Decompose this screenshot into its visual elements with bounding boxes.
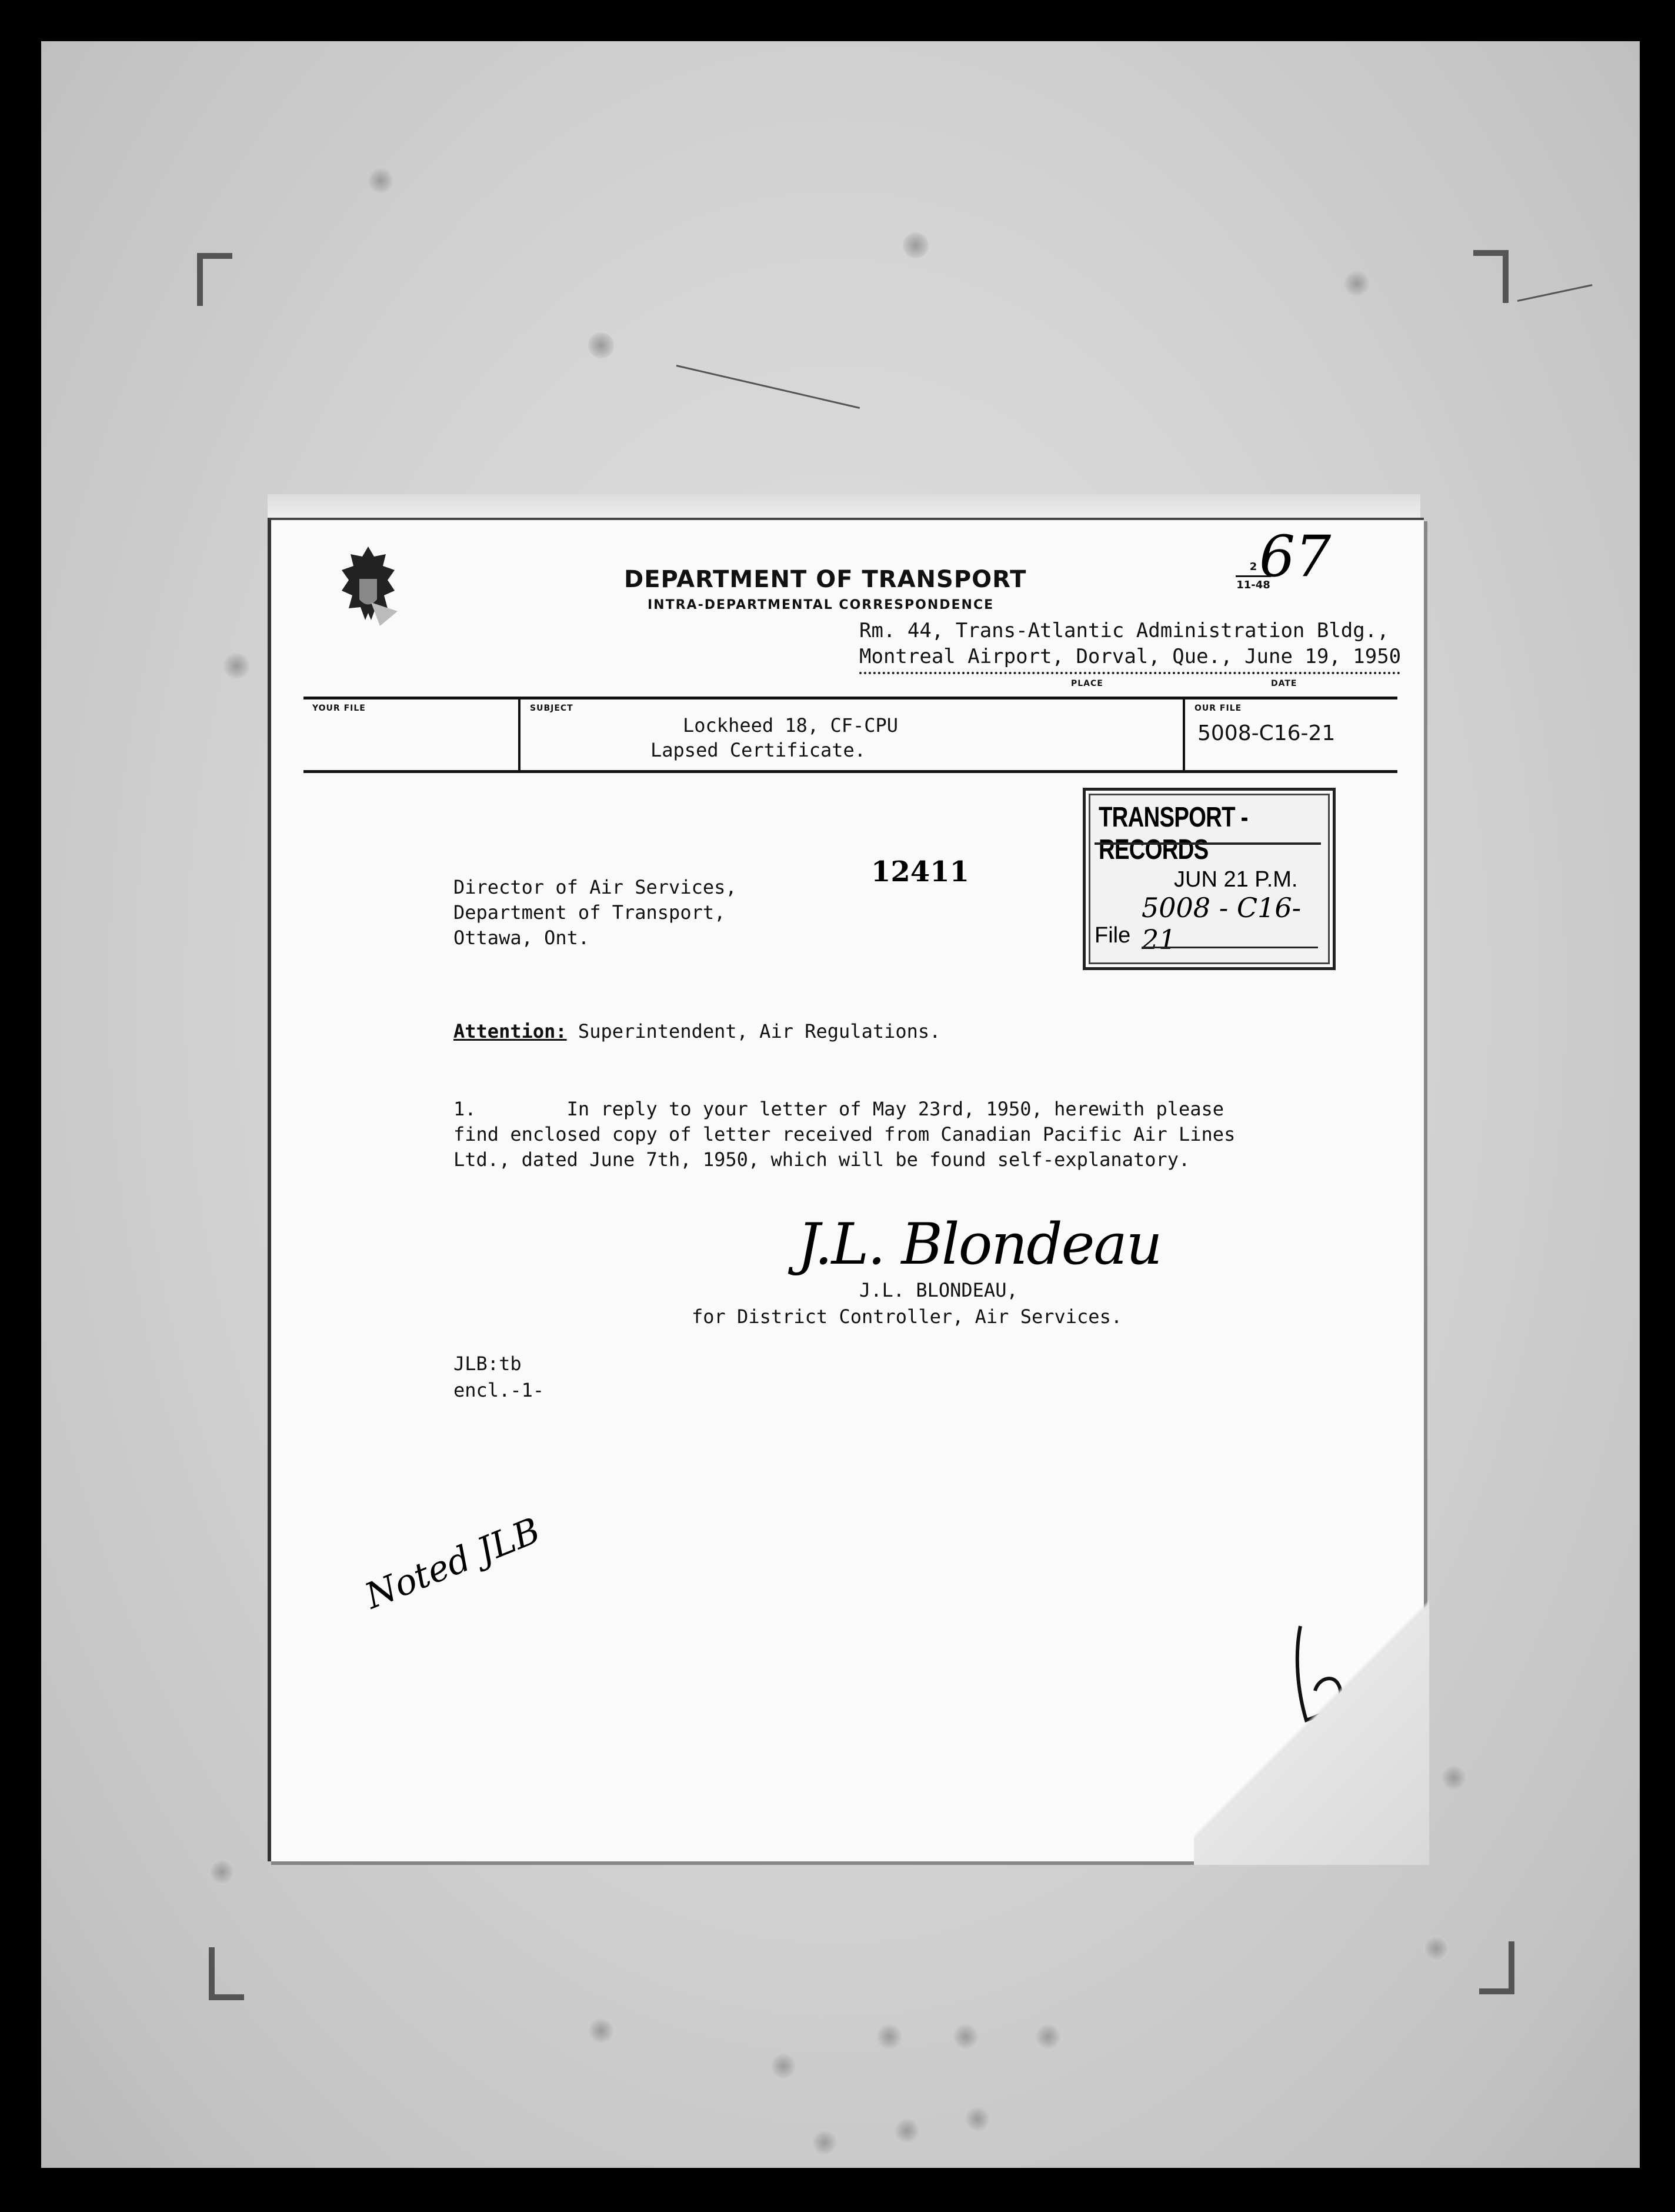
scan-spot <box>223 653 249 679</box>
scan-spot <box>812 2130 838 2156</box>
form-number <box>1236 560 1271 592</box>
noted-annotation: Noted JLB <box>359 1510 546 1617</box>
crop-mark-bottom-right <box>1479 1941 1514 1994</box>
enclosure-note: encl.-1- <box>453 1379 545 1401</box>
crop-mark-top-left <box>197 253 232 306</box>
scan-spot <box>588 332 614 358</box>
signatory-name: J.L. BLONDEAU, <box>859 1279 1018 1301</box>
form-number-bottom: 11-48 <box>1236 579 1270 591</box>
coat-of-arms-icon <box>336 544 401 632</box>
typist-initials: JLB:tb <box>453 1352 522 1375</box>
scan-spot <box>965 2106 990 2132</box>
scan-spot <box>1035 2024 1061 2050</box>
attention-line <box>453 1020 940 1042</box>
our-file-value: 5008-C16-21 <box>1197 721 1336 745</box>
stamp-title: TRANSPORT - RECORDS <box>1099 802 1248 865</box>
scan-spot <box>1441 1765 1467 1791</box>
crop-mark-top-right <box>1473 250 1509 303</box>
stamp-file-handwritten: 5008 - C16-21 <box>1142 892 1302 955</box>
subject-line-1: Lockheed 18, CF-CPU <box>683 714 899 737</box>
recipient-line: Director of Air Services, <box>453 876 737 898</box>
stamp-date: JUN 21 P.M. <box>1174 867 1298 892</box>
stamp-file-label: File <box>1095 923 1131 948</box>
body-line: Ltd., dated June 7th, 1950, which will be found self-explanatory. <box>453 1148 1190 1171</box>
place-line-1: Rm. 44, Trans-Atlantic Administration Bldg., <box>859 619 1389 642</box>
place-date-rule <box>859 672 1400 674</box>
scan-spot <box>770 2053 796 2079</box>
signatory-title: for District Controller, Air Services. <box>692 1305 1123 1328</box>
stamp-rule <box>1095 842 1321 845</box>
recipient-line: Ottawa, Ont. <box>453 927 590 949</box>
stamp-file-line <box>1142 947 1318 948</box>
scan-spot <box>876 2024 902 2050</box>
scan-spot <box>209 1859 235 1885</box>
folio-number: 67 <box>1259 524 1332 589</box>
date-label: DATE <box>1271 679 1297 688</box>
scan-scratch <box>1517 284 1593 302</box>
scan-spot <box>1423 1936 1449 1961</box>
attention-label: Attention: <box>453 1020 567 1042</box>
department-title: DEPARTMENT OF TRANSPORT <box>624 566 1027 593</box>
header-divider <box>1183 697 1185 770</box>
scan-spot <box>903 232 929 258</box>
scan-spot <box>368 168 393 194</box>
reference-number: 12411 <box>871 855 969 888</box>
scan-spot <box>1344 271 1370 297</box>
header-divider <box>518 697 520 770</box>
sheet-curled-corner <box>1194 1588 1429 1865</box>
crop-mark-bottom-left <box>209 1947 244 2000</box>
form-number-top: 2 <box>1249 561 1257 573</box>
subject-line-2: Lapsed Certificate. <box>650 739 866 761</box>
scan-spot <box>953 2024 979 2050</box>
place-line-2: Montreal Airport, Dorval, Que., June 19, 1950 <box>859 645 1402 668</box>
records-stamp <box>1083 788 1336 970</box>
scan-spot <box>894 2118 920 2144</box>
correspondence-type: INTRA-DEPARTMENTAL CORRESPONDENCE <box>648 598 995 612</box>
our-file-label: OUR FILE <box>1194 704 1242 713</box>
scan-spot <box>588 2018 614 2044</box>
place-label: PLACE <box>1071 679 1103 688</box>
subject-label: SUBJECT <box>530 704 573 713</box>
recipient-line: Department of Transport, <box>453 901 726 924</box>
your-file-label: YOUR FILE <box>312 704 366 713</box>
attention-value: Superintendent, Air Regulations. <box>578 1020 941 1042</box>
handwritten-signature: J.L. Blondeau <box>798 1211 1162 1277</box>
scan-scratch <box>676 365 860 409</box>
body-line: 1. In reply to your letter of May 23rd, 1950, herewith please <box>453 1098 1224 1120</box>
body-line: find enclosed copy of letter received from Canadian Pacific Air Lines <box>453 1123 1236 1145</box>
